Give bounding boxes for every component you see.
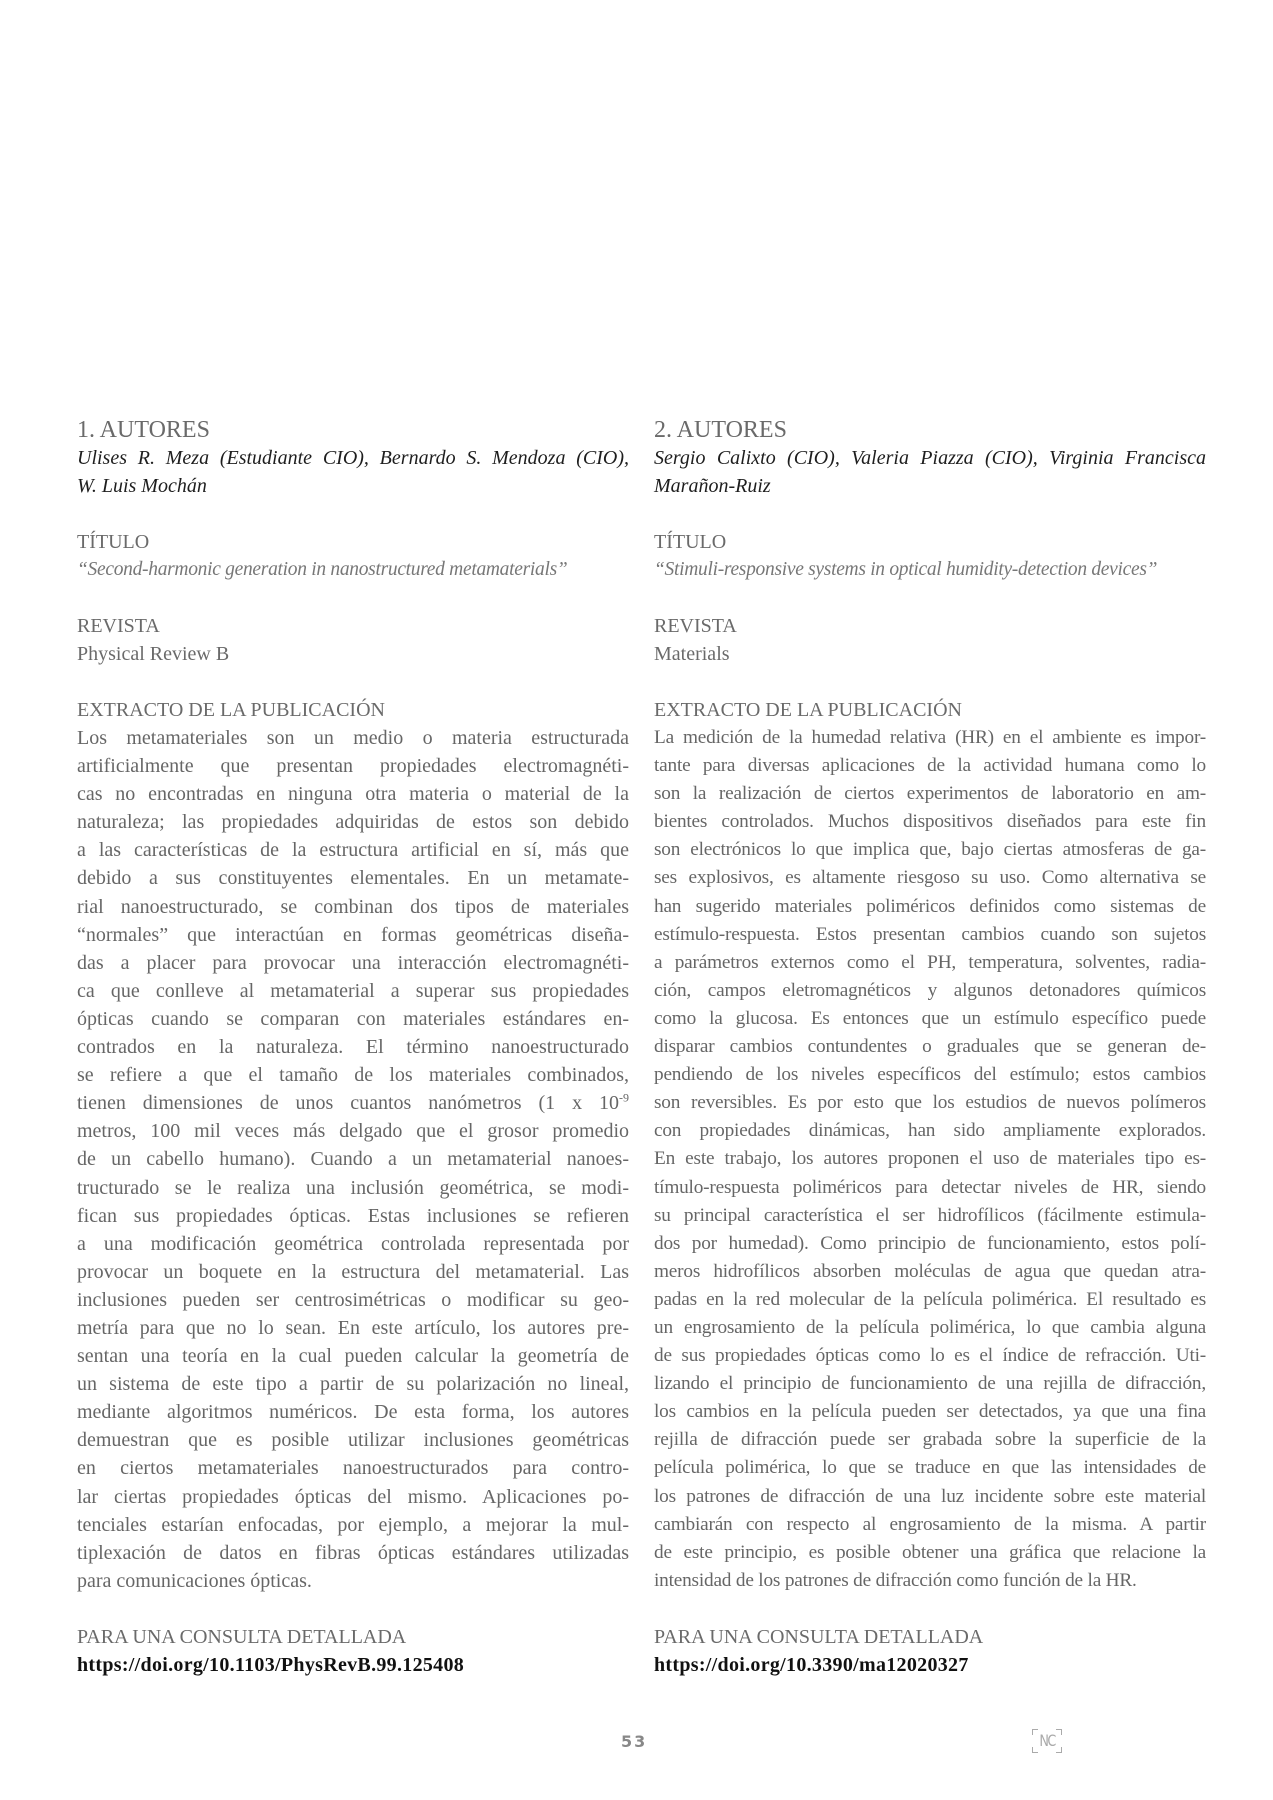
abstract-line: de este principio, es posible obtener una gráfica que relacione la: [654, 1541, 1206, 1563]
abstract-text: [654, 724, 1206, 1595]
title-label: TÍTULO: [77, 531, 150, 553]
article-1: [77, 416, 629, 1679]
journal-label: REVISTA: [77, 615, 160, 637]
abstract-line: a una modificación geométrica controlada representada por: [77, 1232, 629, 1255]
abstract-line: cambiarán con respecto al engrosamiento de la misma. A partir: [654, 1513, 1206, 1535]
authors-heading: 2. AUTORES: [654, 417, 787, 443]
abstract-line: cas no encontradas en ninguna otra materia o material de la: [77, 783, 629, 806]
abstract-line: son electrónicos lo que implica que, bajo ciertas atmosferas de ga-: [654, 839, 1206, 861]
abstract-line: tiplexación de datos en fibras ópticas estándares utilizadas: [77, 1541, 629, 1564]
abstract-line: ses explosivos, es altamente riesgoso su uso. Como alternativa se: [654, 867, 1206, 889]
abstract-line: inclusiones pueden ser centrosimétricas o modificar su geo-: [77, 1288, 629, 1311]
abstract-line: tenciales estarían enfocadas, por ejemplo, a mejorar la mul-: [77, 1513, 629, 1536]
abstract-line: con propiedades dinámicas, han sido ampliamente explorados.: [654, 1120, 1206, 1142]
publication-title: “Second-harmonic generation in nanostructured metamaterials”: [77, 559, 568, 580]
abstract-line: como la glucosa. Es entonces que un estímulo específico puede: [654, 1007, 1206, 1029]
abstract-line: tructurado se le realiza una inclusión geométrica, se modi-: [77, 1176, 629, 1199]
abstract-line: bientes controlados. Muchos dispositivos diseñados para este fin: [654, 811, 1206, 833]
abstract-line: naturaleza; las propiedades adquiridas de estos son debido: [77, 811, 629, 834]
authors-list: [654, 444, 1206, 500]
abstract-line: un sistema de este tipo a partir de su polarización no lineal,: [77, 1373, 629, 1396]
abstract-line: “normales” que interactúan en formas geométricas diseña-: [77, 923, 629, 946]
abstract-line: Los metamateriales son un medio o materia estructurada: [77, 727, 629, 749]
title-label: TÍTULO: [654, 531, 727, 553]
abstract-line: metros, 100 mil veces más delgado que el grosor promedio: [77, 1120, 629, 1143]
authors-line: Marañon-Ruiz: [654, 475, 771, 497]
abstract-line: rejilla de difracción puede ser grabada sobre la superficie de la: [654, 1429, 1206, 1451]
abstract-line: ópticas cuando se comparan con materiales estándares en-: [77, 1007, 629, 1030]
abstract-label: EXTRACTO DE LA PUBLICACIÓN: [654, 699, 962, 721]
abstract-line: tante para diversas aplicaciones de la actividad humana como lo: [654, 755, 1206, 777]
doi-link[interactable]: https://doi.org/10.1103/PhysRevB.99.125408: [77, 1653, 465, 1676]
abstract-line: han sugerido materiales poliméricos definidos como sistemas de: [654, 895, 1206, 917]
nc-logo-icon: [1032, 1729, 1062, 1753]
journal-name: Physical Review B: [77, 643, 230, 665]
doi-link[interactable]: https://doi.org/10.3390/ma12020327: [654, 1653, 969, 1676]
abstract-label: EXTRACTO DE LA PUBLICACIÓN: [77, 699, 385, 721]
article-2: [654, 416, 1206, 1679]
abstract-line: de un cabello humano). Cuando a un metamaterial nanoes-: [77, 1148, 629, 1171]
publication-title: “Stimuli-responsive systems in optical humidity-detection devices”: [654, 559, 1158, 580]
abstract-line: los cambios en la película pueden ser detectados, ya que una fina: [654, 1401, 1206, 1423]
exponent: -9: [619, 1090, 629, 1105]
abstract-line: son la realización de ciertos experimentos de laboratorio en am-: [654, 783, 1206, 805]
page-number: 53: [621, 1732, 648, 1751]
abstract-line-text: tienen dimensiones de unos cuantos nanómetros (1 x 10: [77, 1092, 619, 1115]
abstract-line: mediante algoritmos numéricos. De esta forma, los autores: [77, 1401, 629, 1424]
abstract-line: se refiere a que el tamaño de los materiales combinados,: [77, 1064, 629, 1087]
abstract-line: ca que conlleve al metamaterial a superar sus propiedades: [77, 979, 629, 1002]
abstract-line: padas en la red molecular de la película polimérica. El resultado es: [654, 1288, 1206, 1310]
abstract-line: estímulo-respuesta. Estos presentan cambios cuando son sujetos: [654, 923, 1206, 945]
abstract-line: fican sus propiedades ópticas. Estas inclusiones se refieren: [77, 1204, 629, 1227]
abstract-line: intensidad de los patrones de difracción como función de la HR.: [654, 1569, 1137, 1591]
abstract-text: [77, 724, 629, 1595]
abstract-line: [77, 1089, 629, 1117]
abstract-line: rial nanoestructurado, se combinan dos tipos de materiales: [77, 895, 629, 918]
abstract-line: pendiendo de los niveles específicos del estímulo; estos cambios: [654, 1064, 1206, 1086]
abstract-line: para comunicaciones ópticas.: [77, 1569, 312, 1592]
abstract-line: demuestran que es posible utilizar inclusiones geométricas: [77, 1429, 629, 1452]
abstract-line: contrados en la naturaleza. El término nanoestructurado: [77, 1036, 629, 1059]
abstract-line: ción, campos eletromagnéticos y algunos detonadores químicos: [654, 979, 1206, 1001]
journal-name: Materials: [654, 643, 730, 665]
abstract-line: disparar cambios contundentes o graduales que se generan de-: [654, 1036, 1206, 1058]
abstract-line: en ciertos metamateriales nanoestructurados para contro-: [77, 1457, 629, 1480]
abstract-line: das a placer para provocar una interacción electromagnéti-: [77, 951, 629, 974]
abstract-line: artificialmente que presentan propiedades electromagnéti-: [77, 755, 629, 778]
abstract-line: son reversibles. Es por esto que los estudios de nuevos polímeros: [654, 1092, 1206, 1114]
abstract-line: película polimérica, lo que se traduce en que las intensidades de: [654, 1457, 1206, 1479]
abstract-line: lizando el principio de funcionamiento de una rejilla de difracción,: [654, 1373, 1206, 1395]
abstract-line: metría para que no lo sean. En este artículo, los autores pre-: [77, 1316, 629, 1339]
abstract-line: de sus propiedades ópticas como lo es el índice de refracción. Uti-: [654, 1345, 1206, 1367]
abstract-line: lar ciertas propiedades ópticas del mismo. Aplicaciones po-: [77, 1485, 629, 1508]
authors-line: Sergio Calixto (CIO), Valeria Piazza (CIO), Virginia Francisca: [654, 447, 1206, 469]
detail-label: PARA UNA CONSULTA DETALLADA: [654, 1625, 984, 1648]
abstract-line: un engrosamiento de la película polimérica, lo que cambia alguna: [654, 1316, 1206, 1338]
authors-line: Ulises R. Meza (Estudiante CIO), Bernardo S. Mendoza (CIO),: [77, 447, 629, 469]
abstract-line: tímulo-respuesta poliméricos para detectar niveles de HR, siendo: [654, 1176, 1206, 1198]
abstract-line: dos por humedad). Como principio de funcionamiento, estos polí-: [654, 1232, 1206, 1254]
abstract-line: a las características de la estructura artificial en sí, más que: [77, 839, 629, 862]
abstract-line: En este trabajo, los autores proponen el uso de materiales tipo es-: [654, 1148, 1206, 1170]
authors-line: W. Luis Mochán: [77, 475, 207, 497]
authors-heading: 1. AUTORES: [77, 417, 210, 443]
abstract-line: La medición de la humedad relativa (HR) en el ambiente es impor-: [654, 727, 1206, 748]
detail-label: PARA UNA CONSULTA DETALLADA: [77, 1625, 407, 1648]
abstract-line: los patrones de difracción de una luz incidente sobre este material: [654, 1485, 1206, 1507]
abstract-line: su principal característica el ser hidrofílicos (fácilmente estimula-: [654, 1204, 1206, 1226]
abstract-line: a parámetros externos como el PH, temperatura, solventes, radia-: [654, 951, 1206, 973]
abstract-line: provocar un boquete en la estructura del metamaterial. Las: [77, 1260, 629, 1283]
abstract-line: debido a sus constituyentes elementales. En un metamate-: [77, 867, 629, 890]
authors-list: [77, 444, 629, 500]
journal-label: REVISTA: [654, 615, 737, 637]
logo-text: NC: [1039, 1731, 1055, 1750]
abstract-line: meros hidrofílicos absorben moléculas de agua que quedan atra-: [654, 1260, 1206, 1282]
abstract-line: sentan una teoría en la cual pueden calcular la geometría de: [77, 1345, 629, 1368]
